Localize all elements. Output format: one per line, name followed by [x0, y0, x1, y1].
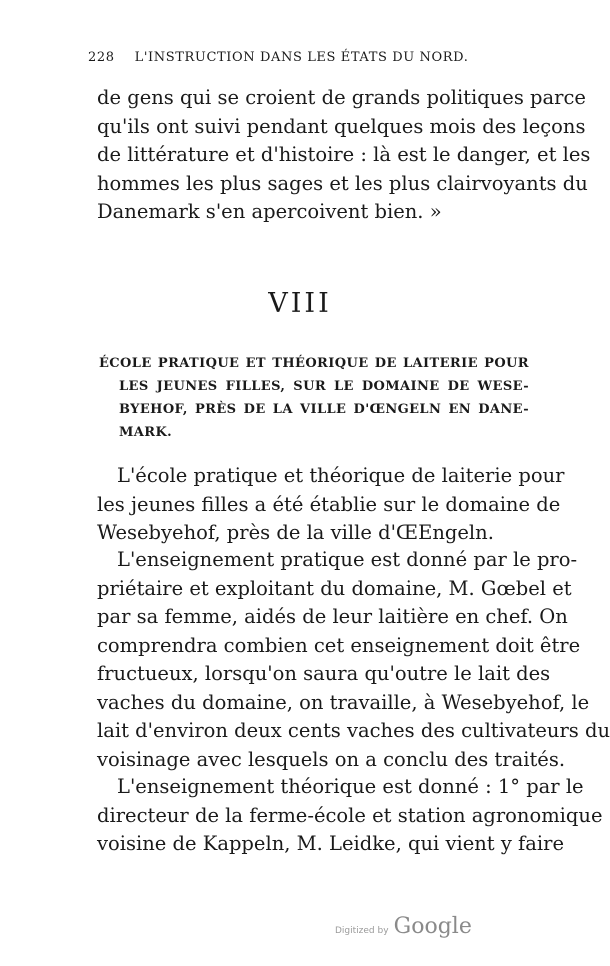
- section-heading: [99, 352, 529, 444]
- text-line: par sa femme, aidés de leur laitière en chef. On: [97, 605, 568, 628]
- heading-line: LES JEUNES FILLES, SUR LE DOMAINE DE WESE-: [119, 379, 529, 394]
- text-line: qu'ils ont suivi pendant quelques mois des leçons: [97, 114, 586, 138]
- paragraph-2: [97, 546, 610, 774]
- paragraph-1: [97, 462, 565, 548]
- running-title: L'INSTRUCTION DANS LES ÉTATS DU NORD.: [134, 50, 469, 65]
- text-line: comprendra combien cet enseignement doit être: [97, 633, 581, 657]
- text-line: vaches du domaine, on travaille, à Wesebyehof, le: [97, 690, 590, 714]
- text-line: L'enseignement pratique est donné par le pro-: [117, 548, 578, 571]
- heading-line: MARK.: [119, 425, 173, 440]
- text-line: hommes les plus sages et les plus clairvoyants du: [97, 171, 588, 195]
- top-paragraph: [97, 84, 591, 227]
- text-line: de littérature et d'histoire : là est le danger, et les: [97, 143, 591, 166]
- text-line: lait d'environ deux cents vaches des cultivateurs du: [97, 719, 610, 742]
- text-line: les jeunes filles a été établie sur le domaine de: [97, 492, 561, 516]
- page-number: 228: [88, 50, 115, 65]
- text-line: voisinage avec lesquels on a conclu des traités.: [97, 747, 566, 771]
- text-line: de gens qui se croient de grands politiques parce: [97, 86, 586, 109]
- google-logo: Google: [393, 914, 472, 939]
- text-line: Wesebyehof, près de la ville d'ŒEngeln.: [97, 521, 494, 544]
- paragraph-3: [97, 773, 603, 859]
- text-line: fructueux, lorsqu'on saura qu'outre le lait des: [97, 662, 551, 685]
- text-line: priétaire et exploitant du domaine, M. Gœbel et: [97, 576, 572, 600]
- text-line: voisine de Kappeln, M. Leidke, qui vient y faire: [97, 832, 564, 855]
- heading-line: ÉCOLE PRATIQUE ET THÉORIQUE DE LAITERIE POUR: [99, 356, 529, 371]
- watermark-prefix: Digitized by: [335, 926, 389, 936]
- digitized-watermark: [335, 914, 472, 939]
- running-head: [88, 50, 506, 65]
- text-line: Danemark s'en apercoivent bien. »: [97, 200, 442, 223]
- text-line: L'enseignement théorique est donné : 1° par le: [117, 775, 584, 798]
- text-line: L'école pratique et théorique de laiterie pour: [117, 464, 565, 487]
- heading-line: BYEHOF, PRÈS DE LA VILLE D'ŒNGELN EN DANE-: [119, 402, 529, 417]
- text-line: directeur de la ferme-école et station agronomique: [97, 803, 603, 827]
- chapter-number: VIII: [268, 288, 332, 319]
